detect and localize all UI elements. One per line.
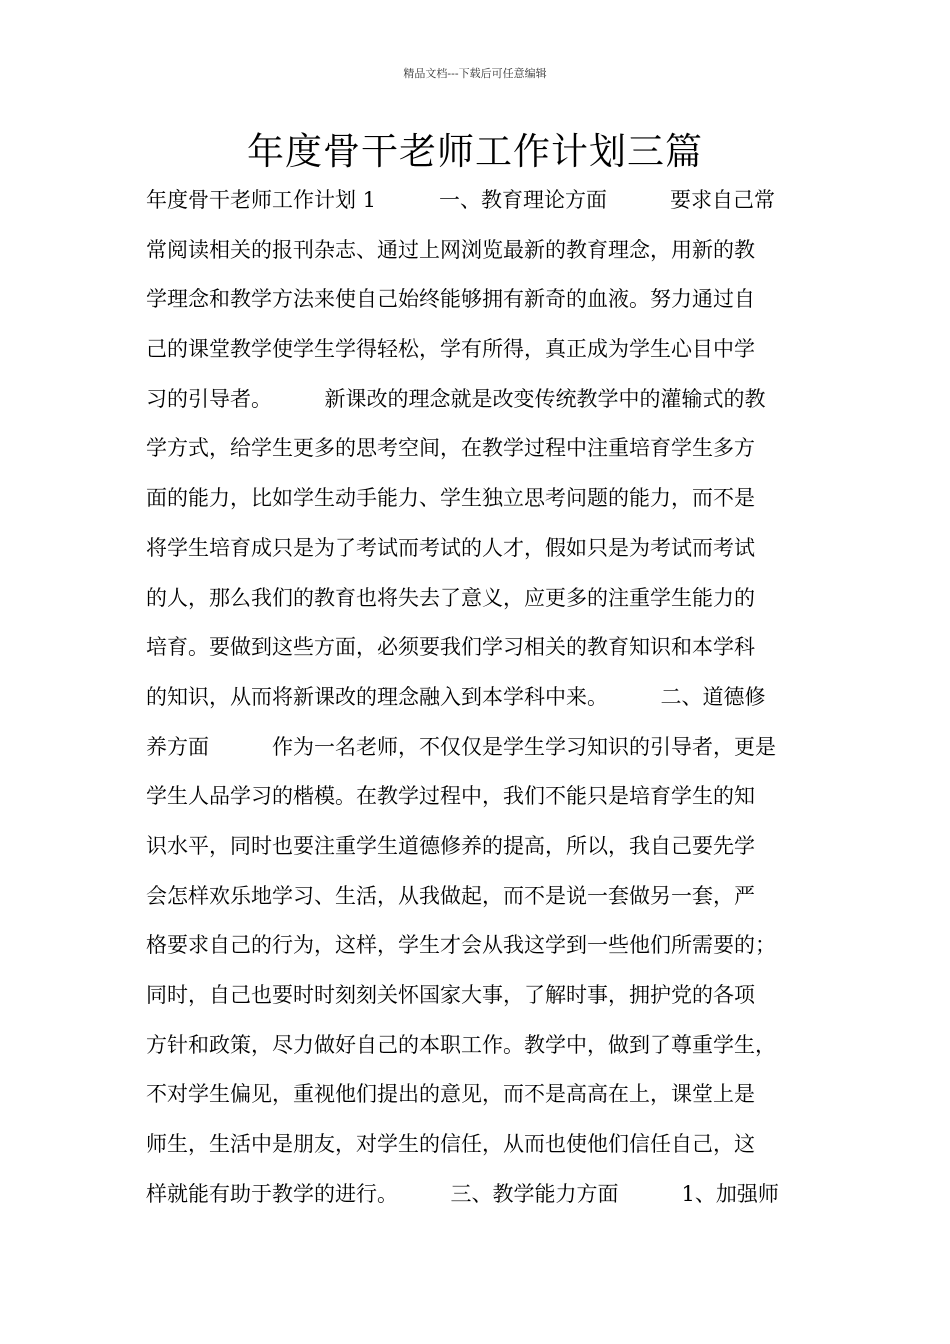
body-line: 师生，生活中是朋友，对学生的信任，从而也使他们信任自己，这 xyxy=(146,1132,755,1157)
body-line: 面的能力，比如学生动手能力、学生独立思考问题的能力，而不是 xyxy=(146,486,755,511)
body-line: 的人，那么我们的教育也将失去了意义，应更多的注重学生能力的 xyxy=(146,585,755,610)
body-line: 格要求自己的行为，这样，学生才会从我这学到一些他们所需要的； xyxy=(146,933,776,958)
body-line: 识水平，同时也要注重学生道德修养的提高，所以，我自己要先学 xyxy=(146,833,755,858)
page-header-note: 精品文档---下载后可任意编辑 xyxy=(403,67,547,80)
body-line: 的知识，从而将新课改的理念融入到本学科中来。 二、道德修 xyxy=(146,684,766,709)
body-line: 学理念和教学方法来使自己始终能够拥有新奇的血液。努力通过自 xyxy=(146,287,755,312)
body-line: 将学生培育成只是为了考试而考试的人才，假如只是为考试而考试 xyxy=(146,535,755,560)
body-line: 年度骨干老师工作计划 1 一、教育理论方面 要求自己常 xyxy=(146,188,776,212)
body-line: 习的引导者。 新课改的理念就是改变传统教学中的灌输式的教 xyxy=(146,386,766,411)
document-title: 年度骨干老师工作计划三篇 xyxy=(247,130,703,173)
body-line: 样就能有助于教学的进行。 三、教学能力方面 1、加强师 xyxy=(146,1181,779,1206)
body-line: 常阅读相关的报刊杂志、通过上网浏览最新的教育理念，用新的教 xyxy=(146,237,755,262)
body-line: 不对学生偏见，重视他们提出的意见，而不是高高在上，课堂上是 xyxy=(146,1082,755,1107)
body-line: 学生人品学习的楷模。在教学过程中，我们不能只是培育学生的知 xyxy=(146,784,755,809)
body-line: 同时，自己也要时时刻刻关怀国家大事，了解时事，拥护党的各项 xyxy=(146,983,755,1007)
body-line: 方针和政策，尽力做好自己的本职工作。教学中，做到了尊重学生， xyxy=(146,1032,776,1057)
body-line: 培育。要做到这些方面，必须要我们学习相关的教育知识和本学科 xyxy=(146,635,755,660)
document-body xyxy=(146,180,826,1223)
body-line: 养方面 作为一名老师，不仅仅是学生学习知识的引导者，更是 xyxy=(146,734,776,759)
body-line: 学方式，给学生更多的思考空间，在教学过程中注重培育学生多方 xyxy=(146,436,755,461)
body-line: 会怎样欢乐地学习、生活，从我做起，而不是说一套做另一套，严 xyxy=(146,883,755,908)
body-line: 己的课堂教学使学生学得轻松，学有所得，真正成为学生心目中学 xyxy=(146,337,755,362)
